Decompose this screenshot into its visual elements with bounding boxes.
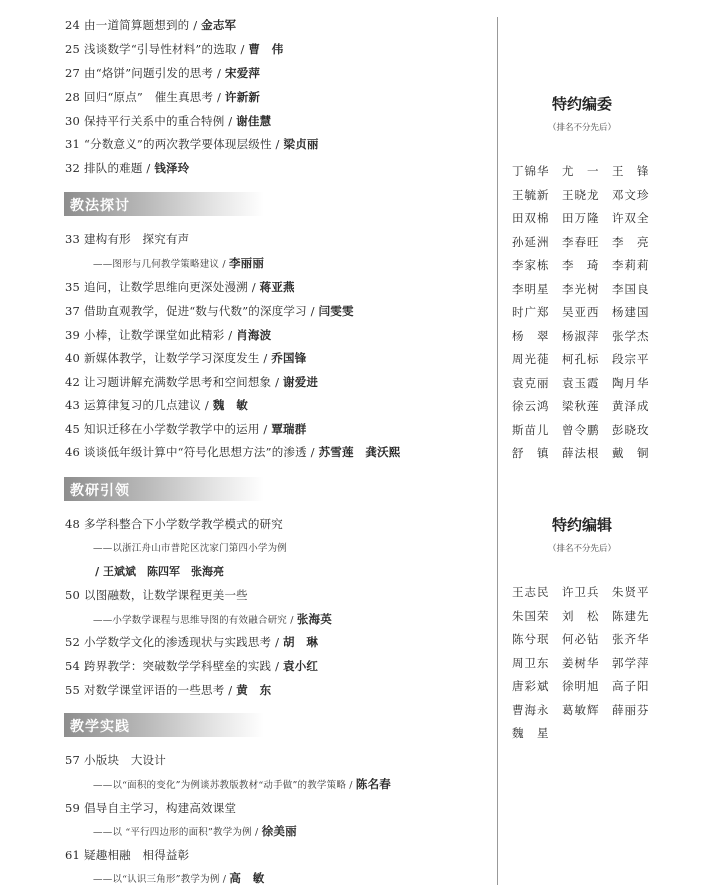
member-name: 李 琦 xyxy=(562,258,600,272)
member-name: 陶月华 xyxy=(612,375,650,390)
member-name: 葛敏辉 xyxy=(562,702,600,717)
member-name: 梁秋莲 xyxy=(562,399,600,413)
member-name: 李 亮 xyxy=(612,234,650,249)
board-title: 特约编辑 xyxy=(551,516,612,534)
toc-entry[interactable]: 55 对数学课堂评语的一些思考 / 黄 东 xyxy=(65,683,272,697)
member-name: 薛法根 xyxy=(562,446,600,460)
toc-entry[interactable]: 57 小版块 大设计 xyxy=(65,753,166,767)
board-member-list xyxy=(512,163,662,469)
member-name: 唐彩斌 xyxy=(512,679,550,693)
toc-authors: / 王斌斌 陈四军 张海亮 xyxy=(95,565,224,578)
board-note: （排名不分先后） xyxy=(547,123,616,133)
member-name: 戴 铜 xyxy=(612,446,650,460)
member-name: 舒 镇 xyxy=(512,446,550,460)
member-name: 斯苗儿 xyxy=(512,422,550,437)
toc-entry[interactable]: 45 知识迁移在小学数学教学中的运用 / 覃瑞群 xyxy=(65,422,307,436)
section-header xyxy=(64,477,264,501)
section-title: 教学实践 xyxy=(70,719,130,735)
member-row xyxy=(512,304,662,328)
toc-entry[interactable]: 37 借助直观教学，促进“数与代数”的深度学习 / 闫雯雯 xyxy=(65,304,354,318)
member-name: 徐明旭 xyxy=(562,679,600,693)
member-name: 杨 翠 xyxy=(512,328,550,343)
member-name: 李家栋 xyxy=(512,258,550,272)
member-row xyxy=(512,678,662,702)
member-name: 袁克丽 xyxy=(512,375,550,390)
toc-subtitle: ——以浙江舟山市普陀区沈家门第四小学为例 xyxy=(93,543,288,554)
editorial-board-panel xyxy=(498,0,722,896)
member-name: 王晓龙 xyxy=(562,187,600,202)
member-name: 段宗平 xyxy=(612,352,650,366)
member-name: 王志民 xyxy=(512,585,550,599)
toc-entry[interactable]: 46 谈谈低年级计算中“符号化思想方法”的渗透 / 苏雪莲 龚沃熙 xyxy=(65,445,401,459)
toc-subtitle: ——小学数学课程与思维导图的有效融合研究 / 张海英 xyxy=(93,612,332,626)
toc-entry[interactable]: 39 小棒，让数学课堂如此精彩 / 肖海波 xyxy=(65,328,272,342)
toc-entry[interactable]: 28 回归“原点” 催生真思考 / 许新新 xyxy=(65,90,261,104)
member-name: 杨建国 xyxy=(612,305,650,319)
toc-entry[interactable]: 31 “分数意义”的两次教学要体现层级性 / 梁贞丽 xyxy=(65,137,319,151)
section-title: 教法探讨 xyxy=(70,198,130,214)
member-name: 张齐华 xyxy=(612,632,650,646)
member-name: 周卫东 xyxy=(512,655,550,670)
toc-entry[interactable]: 48 多学科整合下小学数学教学模式的研究 xyxy=(65,517,283,531)
member-name: 陈兮珉 xyxy=(512,632,550,646)
member-name: 许双全 xyxy=(612,211,650,225)
member-name: 高子阳 xyxy=(612,679,650,693)
member-name: 许卫兵 xyxy=(562,585,600,599)
toc-entry[interactable]: 50 以图融数，让数学课程更美一些 xyxy=(65,588,248,602)
toc-entry[interactable]: 30 保持平行关系中的重合特例 / 谢佳慧 xyxy=(65,114,272,128)
member-name: 尤 一 xyxy=(562,164,600,178)
member-row xyxy=(512,328,662,352)
toc-subtitle: ——以“面积的变化”为例谈苏教版教材“动手做”的教学策略 / 陈名春 xyxy=(93,777,391,791)
section-title: 教研引领 xyxy=(70,483,130,499)
member-row xyxy=(512,445,662,469)
member-name: 王毓新 xyxy=(512,187,550,202)
toc-entry[interactable]: 42 让习题讲解充满数学思考和空间想象 / 谢爱进 xyxy=(65,375,319,389)
member-name: 陈建先 xyxy=(612,608,650,623)
member-name: 时广郑 xyxy=(512,305,550,319)
toc-subtitle: ——以“认识三角形”教学为例 / 高 敏 xyxy=(93,871,265,885)
section-header xyxy=(64,713,264,737)
member-row xyxy=(512,655,662,679)
member-row xyxy=(512,702,662,726)
member-name: 何必钻 xyxy=(562,632,600,646)
member-name: 邓文珍 xyxy=(612,187,650,202)
member-row xyxy=(512,608,662,632)
member-name: 周光蓰 xyxy=(512,352,550,366)
toc-entry[interactable]: 33 建构有形 探究有声 xyxy=(65,232,190,246)
toc-entry[interactable]: 43 运算律复习的几点建议 / 魏 敏 xyxy=(65,398,248,412)
member-name: 徐云鸿 xyxy=(512,399,550,413)
member-name: 李明星 xyxy=(512,281,550,296)
member-name: 曾令鹏 xyxy=(562,422,600,437)
member-name: 刘 松 xyxy=(562,608,600,623)
member-name: 王 锋 xyxy=(612,164,650,178)
member-row xyxy=(512,422,662,446)
member-row xyxy=(512,257,662,281)
member-name: 朱贤平 xyxy=(612,585,650,599)
member-row xyxy=(512,210,662,234)
toc-entry[interactable]: 52 小学数学文化的渗透现状与实践思考 / 胡 琳 xyxy=(65,635,319,649)
toc-subtitle: ——以 “平行四边形的面积”教学为例 / 徐美丽 xyxy=(93,824,297,838)
member-row xyxy=(512,234,662,258)
member-name: 李春旺 xyxy=(562,234,600,249)
member-row xyxy=(512,398,662,422)
member-name: 朱国荣 xyxy=(512,608,550,623)
member-row xyxy=(512,187,662,211)
toc-entry[interactable]: 59 倡导自主学习，构建高效课堂 xyxy=(65,801,237,815)
toc-entry[interactable]: 40 新媒体教学，让数学学习深度发生 / 乔国锋 xyxy=(65,351,307,365)
member-name: 袁玉霞 xyxy=(562,375,600,390)
board-member-list xyxy=(512,584,662,749)
member-row xyxy=(512,725,662,749)
member-row xyxy=(512,375,662,399)
toc-entry[interactable]: 24 由一道简算题想到的 / 金志军 xyxy=(65,18,237,32)
member-name: 黄泽成 xyxy=(612,399,650,413)
member-name: 姜树华 xyxy=(562,655,600,670)
member-name: 柯孔标 xyxy=(562,352,600,366)
member-name: 田万隆 xyxy=(562,211,600,225)
member-name: 曹海永 xyxy=(512,702,550,717)
member-row xyxy=(512,351,662,375)
member-name: 田双棉 xyxy=(512,211,550,225)
section-header xyxy=(64,192,264,216)
member-name: 丁锦华 xyxy=(512,164,550,178)
toc-entry[interactable]: 32 排队的难题 / 钱泽玲 xyxy=(65,161,190,175)
member-name: 孙延洲 xyxy=(512,234,550,249)
member-name: 李光树 xyxy=(562,281,600,296)
toc-subtitle: ——图形与几何教学策略建议 / 李丽丽 xyxy=(93,256,265,270)
member-name: 郭学萍 xyxy=(612,655,650,670)
member-row xyxy=(512,631,662,655)
member-name: 彭晓玫 xyxy=(612,422,650,437)
toc-entry[interactable]: 61 疑趣相融 相得益彰 xyxy=(65,848,190,862)
board-note: （排名不分先后） xyxy=(547,544,616,554)
toc-entry[interactable]: 27 由“烙饼”问题引发的思考 / 宋爱萍 xyxy=(65,66,261,80)
member-name: 张学杰 xyxy=(612,328,650,343)
member-name: 吴亚西 xyxy=(562,305,600,319)
toc-entry[interactable]: 25 浅谈数学“引导性材料”的选取 / 曹 伟 xyxy=(65,42,284,56)
member-name: 杨淑萍 xyxy=(562,328,600,343)
member-row xyxy=(512,163,662,187)
member-row xyxy=(512,281,662,305)
member-name: 李国良 xyxy=(612,281,650,296)
board-title: 特约编委 xyxy=(551,95,612,113)
toc-entry[interactable]: 35 追问，让数学思维向更深处漫溯 / 蒋亚燕 xyxy=(65,280,295,294)
member-row xyxy=(512,584,662,608)
member-name: 李莉莉 xyxy=(612,258,650,272)
member-name: 魏 星 xyxy=(512,726,550,740)
toc-entry[interactable]: 54 跨界教学：突破数学学科壁垒的实践 / 袁小红 xyxy=(65,659,319,673)
member-name: 薛丽芬 xyxy=(612,702,650,717)
